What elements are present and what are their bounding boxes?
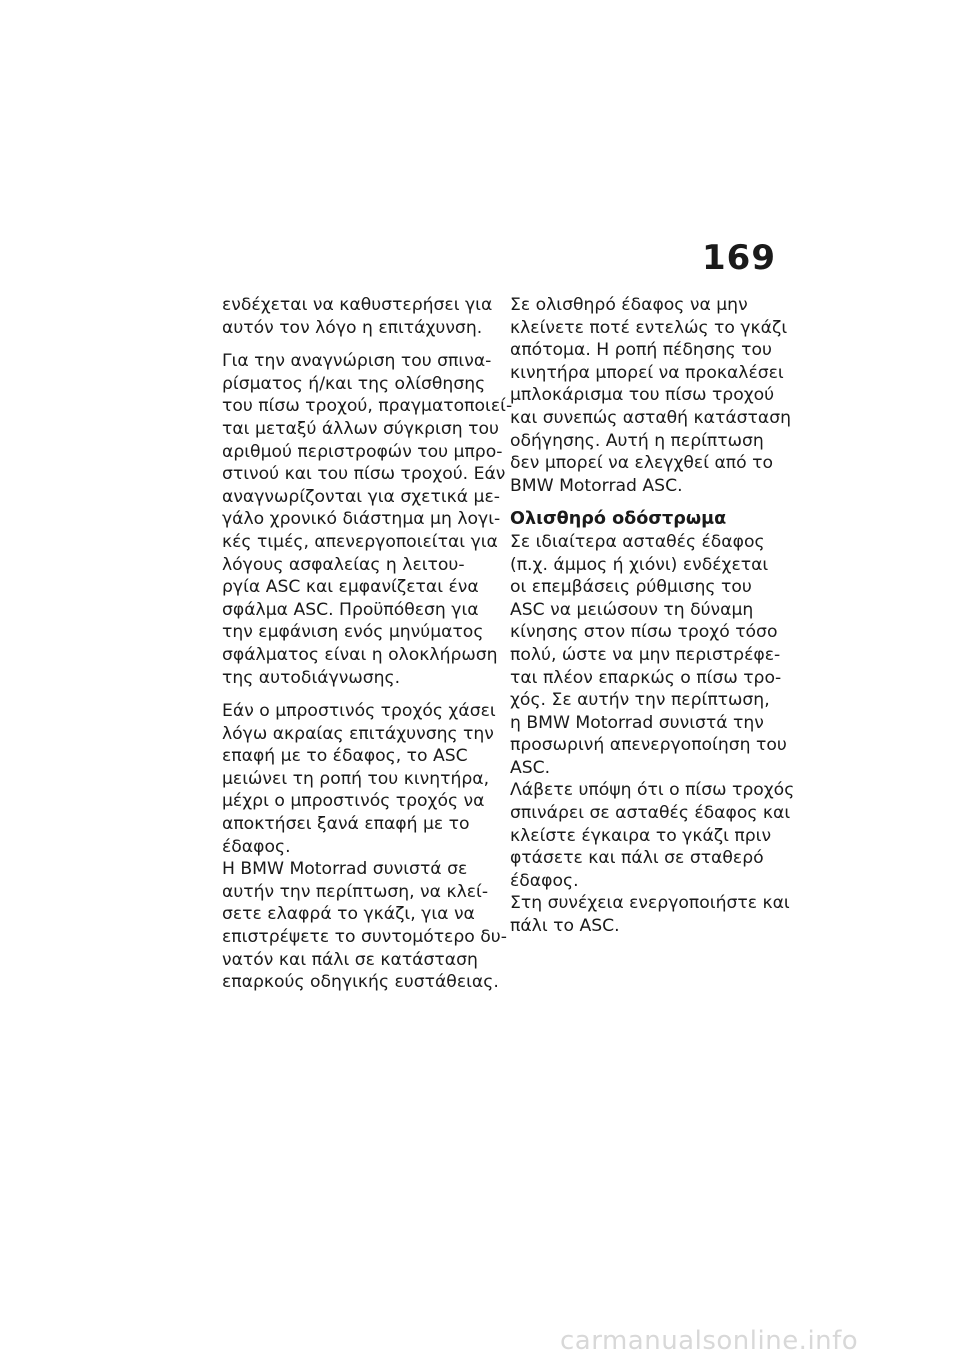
text-line: μειώνει τη ροπή του κινητήρα, (222, 768, 490, 789)
text-line: δεν μπορεί να ελεγχθεί από το (510, 453, 773, 474)
text-line: ενδέχεται να καθυστερήσει για (222, 295, 493, 315)
paragraph (222, 700, 494, 858)
text-line: αυτόν τον λόγο η επιτάχυνση. (222, 317, 483, 338)
paragraph (510, 892, 790, 937)
text-line: μέχρι ο μπροστινός τροχός να (222, 791, 485, 812)
left-column (222, 294, 513, 1005)
text-line: απότομα. Η ροπή πέδησης του (510, 340, 772, 361)
text-line: προσωρινή απενεργοποίηση του (510, 735, 787, 756)
text-line: έδαφος. (222, 836, 291, 857)
text-line: (π.χ. άμμος ή χιόνι) ενδέχεται (510, 554, 769, 575)
text-line: πάλι το ASC. (510, 916, 620, 937)
text-line: Η BMW Motorrad συνιστά σε (222, 859, 468, 880)
text-line: κές τιμές, απενεργοποιείται για (222, 531, 498, 552)
paragraph (510, 294, 792, 497)
text-line: κινητήρα μπορεί να προκαλέσει (510, 362, 784, 383)
text-line: αποκτήσει ξανά επαφή με το (222, 814, 470, 835)
text-line: BMW Motorrad ASC. (510, 475, 683, 496)
page-number: 169 (702, 238, 776, 278)
text-line: Λάβετε υπόψη ότι ο πίσω τροχός (510, 780, 795, 801)
paragraph (222, 294, 494, 339)
text-line: λόγους ασφαλείας η λειτου- (222, 554, 465, 575)
text-line: Σε ολισθηρό έδαφος να μην (510, 295, 748, 315)
text-line: στινού και του πίσω τροχού. Εάν (222, 464, 506, 485)
paragraph (510, 531, 787, 780)
text-line: σπινάρει σε ασταθές έδαφος και (510, 803, 791, 824)
watermark: carmanualsonline.info (560, 1326, 859, 1356)
text-line: οι επεμβάσεις ρύθμισης του (510, 577, 752, 598)
text-line: φτάσετε και πάλι σε σταθερό (510, 848, 764, 869)
text-line: Σε ιδιαίτερα ασταθές έδαφος (510, 531, 765, 552)
text-line: ται πλέον επαρκώς ο πίσω τρο- (510, 667, 782, 688)
text-line: επαφή με το έδαφος, το ASC (222, 746, 468, 767)
text-line: ASC να μειώσουν τη δύναμη (510, 599, 754, 620)
text-line: σφάλμα ASC. Προϋπόθεση για (222, 599, 479, 620)
right-column (510, 294, 795, 949)
paragraph (222, 858, 507, 994)
text-line: του πίσω τροχού, πραγματοποιεί- (222, 396, 513, 417)
text-line: χός. Σε αυτήν την περίπτωση, (510, 690, 770, 711)
text-line: γάλο χρονικό διάστημα μη λογι- (222, 509, 501, 530)
paragraph (510, 779, 795, 892)
text-line: ργία ASC και εμφανίζεται ένα (222, 577, 479, 598)
text-line: επαρκούς οδηγικής ευστάθειας. (222, 972, 499, 993)
text-line: αυτήν την περίπτωση, να κλεί- (222, 881, 489, 902)
text-line: έδαφος. (510, 870, 579, 891)
text-line: κλείνετε ποτέ εντελώς το γκάζι (510, 317, 788, 338)
text-line: ρίσματος ή/και της ολίσθησης (222, 373, 486, 394)
text-line: σφάλματος είναι η ολοκλήρωση (222, 644, 498, 665)
text-line: κίνησης στον πίσω τροχό τόσο (510, 622, 778, 643)
text-line: σετε ελαφρά το γκάζι, για να (222, 904, 475, 925)
text-line: λόγω ακραίας επιτάχυνσης την (222, 723, 494, 744)
text-line: επιστρέψετε το συντομότερο δυ- (222, 927, 507, 948)
text-line: Στη συνέχεια ενεργοποιήστε και (510, 893, 790, 914)
paragraph (222, 350, 513, 689)
text-line: ται μεταξύ άλλων σύγκριση του (222, 418, 499, 439)
text-line: μπλοκάρισμα του πίσω τροχού (510, 385, 775, 406)
text-line: αριθμού περιστροφών του μπρο- (222, 441, 503, 462)
text-line: πολύ, ώστε να μην περιστρέφε- (510, 644, 781, 665)
text-line: αναγνωρίζονται για σχετικά με- (222, 486, 500, 507)
text-line: της αυτοδιάγνωσης. (222, 667, 401, 688)
text-line: και συνεπώς ασταθή κατάσταση (510, 407, 792, 428)
text-line: νατόν και πάλι σε κατάσταση (222, 949, 478, 970)
text-line: Για την αναγνώριση του σπινα- (222, 351, 492, 372)
section-heading: Ολισθηρό οδόστρωμα (510, 509, 727, 530)
text-line: η BMW Motorrad συνιστά την (510, 712, 764, 733)
text-line: την εμφάνιση ενός μηνύματος (222, 622, 484, 643)
text-line: Εάν ο μπροστινός τροχός χάσει (222, 701, 496, 722)
text-line: κλείστε έγκαιρα το γκάζι πριν (510, 825, 772, 846)
text-line: ASC. (510, 757, 551, 778)
text-line: οδήγησης. Αυτή η περίπτωση (510, 430, 764, 451)
